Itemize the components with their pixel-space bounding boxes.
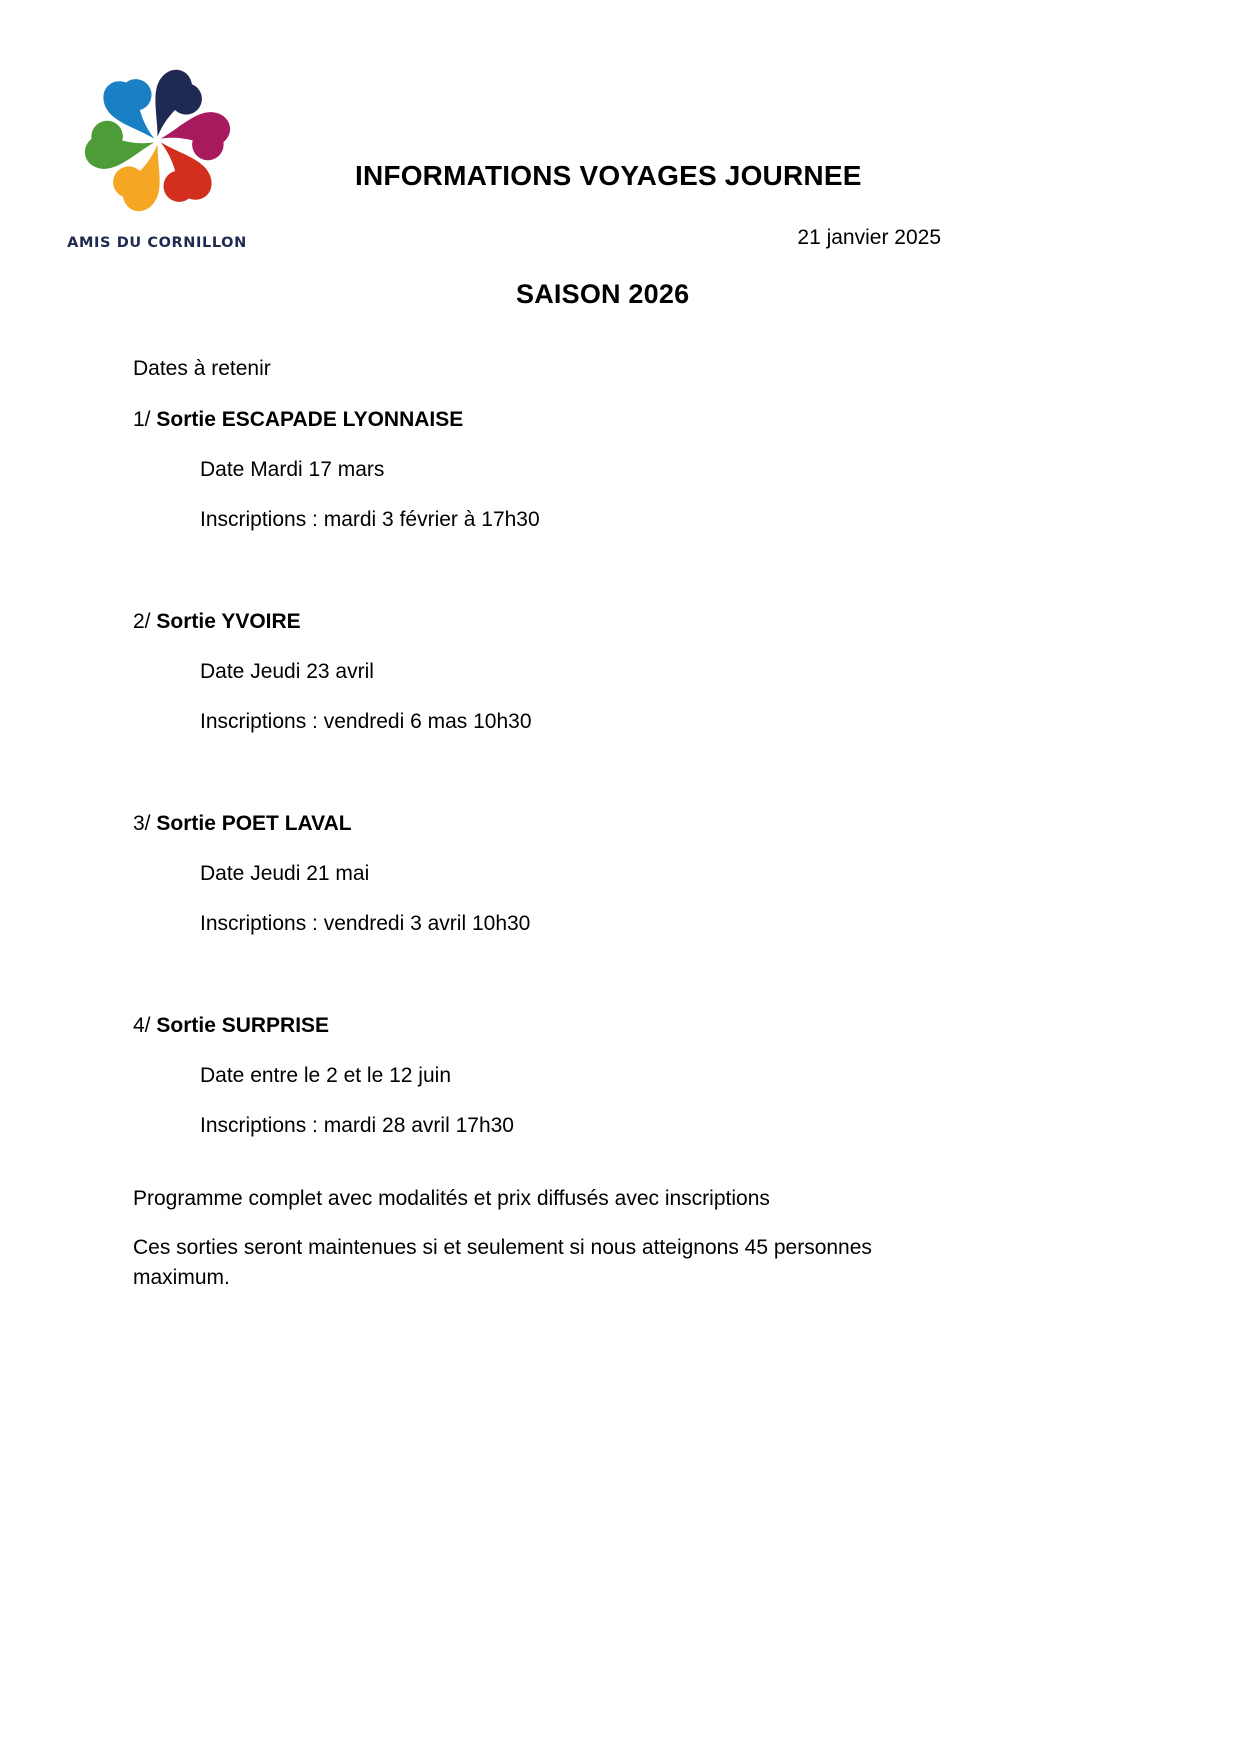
- trip-date-line: Date Jeudi 23 avril: [200, 660, 374, 683]
- trip-section: [133, 813, 1133, 934]
- trip-number: 3/: [133, 812, 151, 835]
- page-title: INFORMATIONS VOYAGES JOURNEE: [355, 160, 862, 191]
- lead-text: Dates à retenir: [133, 357, 271, 380]
- trip-heading: [133, 1015, 1133, 1036]
- section-spacer: [133, 963, 1133, 1015]
- trip-number: 2/: [133, 610, 151, 633]
- season-subtitle: SAISON 2026: [516, 279, 690, 309]
- trip-inscription-line: Inscriptions : mardi 28 avril 17h30: [200, 1114, 514, 1137]
- trip-heading: [133, 409, 1133, 430]
- document-body: [133, 358, 1133, 1312]
- trip-inscription-line: Inscriptions : mardi 3 février à 17h30: [200, 508, 540, 531]
- trip-section: [133, 409, 1133, 530]
- section-spacer: [133, 761, 1133, 813]
- trip-name: Sortie ESCAPADE LYONNAISE: [156, 408, 464, 431]
- people-circle-logo-icon: [65, 48, 250, 233]
- trip-number: 1/: [133, 408, 151, 431]
- section-spacer: [133, 559, 1133, 611]
- trip-date-line: Date entre le 2 et le 12 juin: [200, 1064, 451, 1087]
- logo-caption: AMIS DU CORNILLON: [67, 235, 247, 251]
- closing-line-conditions: Ces sorties seront maintenues si et seulement si nous atteignons 45 personnes maximum.: [133, 1236, 872, 1290]
- trip-inscription-line: Inscriptions : vendredi 3 avril 10h30: [200, 912, 531, 935]
- trip-number: 4/: [133, 1014, 151, 1037]
- trip-heading: [133, 813, 1133, 834]
- trip-section: [133, 1015, 1133, 1136]
- trip-heading: [133, 611, 1133, 632]
- trip-name: Sortie SURPRISE: [156, 1014, 330, 1037]
- document-date: 21 janvier 2025: [797, 226, 941, 249]
- trip-inscription-line: Inscriptions : vendredi 6 mas 10h30: [200, 710, 532, 733]
- trip-date-line: Date Mardi 17 mars: [200, 458, 385, 481]
- trip-name: Sortie POET LAVAL: [156, 812, 352, 835]
- trip-name: Sortie YVOIRE: [156, 610, 301, 633]
- document-header: [0, 30, 1241, 309]
- trip-section: [133, 611, 1133, 732]
- closing-line-program: Programme complet avec modalités et prix diffusés avec inscriptions: [133, 1187, 770, 1210]
- trip-date-line: Date Jeudi 21 mai: [200, 862, 370, 885]
- closing-notes: [133, 1184, 1133, 1293]
